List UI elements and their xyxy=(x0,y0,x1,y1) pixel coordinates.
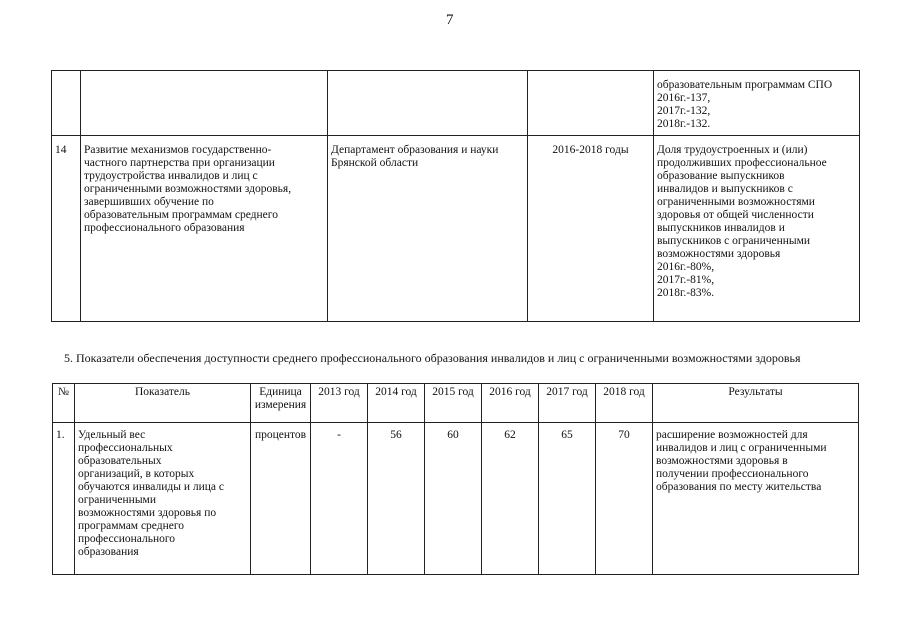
text-line: трудоустройства инвалидов и лиц с xyxy=(84,170,258,182)
responsible-cell xyxy=(328,71,528,136)
col-header-2014: 2014 год xyxy=(368,384,425,423)
measure-cell xyxy=(81,136,328,322)
section-heading: 5. Показатели обеспечения доступности среднего профессионального образования инвалидов и лиц с ограниченными возможностями здоровья xyxy=(64,351,801,365)
measure-cell xyxy=(81,71,328,136)
text-line: профессионального образования xyxy=(84,222,245,234)
table-row xyxy=(52,136,860,322)
header-row xyxy=(53,384,859,423)
text-line: возможностями здоровья в xyxy=(656,455,788,467)
value-2015-cell: 60 xyxy=(425,423,482,575)
text-line: 2018г.-83%. xyxy=(657,287,715,299)
text-line: Удельный вес xyxy=(78,429,146,441)
col-header-2016: 2016 год xyxy=(482,384,539,423)
text-line: 2017г.-81%, xyxy=(657,274,715,286)
text-line: образования по месту жительства xyxy=(656,481,822,493)
text-line: выпускников с ограниченными xyxy=(657,235,811,247)
text-line: профессиональных xyxy=(78,442,173,454)
results-cell xyxy=(654,136,860,322)
value-2016-cell: 62 xyxy=(482,423,539,575)
text-line: 2016г.-80%, xyxy=(657,261,715,273)
col-header-2013: 2013 год xyxy=(311,384,368,423)
text-line: Доля трудоустроенных и (или) xyxy=(657,144,808,156)
text-line: образовательным программам среднего xyxy=(84,209,278,221)
text-line: организаций, в которых xyxy=(78,468,195,480)
text-line: профессионального xyxy=(78,533,176,545)
value-2014-cell: 56 xyxy=(368,423,425,575)
value-2017-cell: 65 xyxy=(539,423,596,575)
num-cell: 14 xyxy=(52,136,81,322)
page-number: 7 xyxy=(446,12,454,28)
num-cell xyxy=(52,71,81,136)
results-cell xyxy=(654,71,860,136)
results-cell xyxy=(653,423,859,575)
text-line: инвалидов и лиц с ограниченными xyxy=(656,442,827,454)
text-line: образование выпускников xyxy=(657,170,785,182)
period-cell: 2016-2018 годы xyxy=(528,136,654,322)
text-line: здоровья от общей численности xyxy=(657,209,814,221)
table-row xyxy=(53,423,859,575)
text-line: 2016г.-137, xyxy=(657,92,711,104)
text-line: 2017г.-132, xyxy=(657,105,711,117)
text-line: обучаются инвалиды и лица с xyxy=(78,481,224,493)
text-line: образовательных xyxy=(78,455,162,467)
col-header-results: Результаты xyxy=(653,384,859,423)
text-line: возможностями здоровья xyxy=(657,248,781,260)
text-line: расширение возможностей для xyxy=(656,429,808,441)
col-header-2017: 2017 год xyxy=(539,384,596,423)
text-line: 2018г.-132. xyxy=(657,118,711,130)
col-header-2015: 2015 год xyxy=(425,384,482,423)
text-line: Департамент образования и науки xyxy=(331,144,499,156)
text-line: ограниченными xyxy=(78,494,156,506)
text-line: инвалидов и выпускников с xyxy=(657,183,793,195)
text-line: получении профессионального xyxy=(656,468,809,480)
table-row xyxy=(52,71,860,136)
text-line: продолживших профессиональное xyxy=(657,157,827,169)
measures-table xyxy=(51,70,860,322)
col-header-unit xyxy=(251,384,311,423)
text-line: частного партнерства при организации xyxy=(84,157,275,169)
col-header-indicator: Показатель xyxy=(75,384,251,423)
indicators-table xyxy=(52,383,859,575)
text-line: ограниченными возможностями здоровья, xyxy=(84,183,292,195)
text-line: образовательным программам СПО xyxy=(657,79,833,91)
text-line: измерения xyxy=(254,399,307,411)
indicator-cell xyxy=(75,423,251,575)
text-line: ограниченными возможностями xyxy=(657,196,815,208)
text-line: завершивших обучение по xyxy=(84,196,214,208)
col-header-num: № xyxy=(53,384,75,423)
text-line: возможностями здоровья по xyxy=(78,507,217,519)
unit-cell: процентов xyxy=(251,423,311,575)
text-line: Брянской области xyxy=(331,157,419,169)
text-line: Единица xyxy=(259,386,302,398)
text-line: выпускников инвалидов и xyxy=(657,222,785,234)
value-2013-cell: - xyxy=(311,423,368,575)
responsible-cell xyxy=(328,136,528,322)
num-cell: 1. xyxy=(53,423,75,575)
text-line: образования xyxy=(78,546,139,558)
text-line: программам среднего xyxy=(78,520,185,532)
value-2018-cell: 70 xyxy=(596,423,653,575)
text-line: Развитие механизмов государственно- xyxy=(84,144,272,156)
period-cell xyxy=(528,71,654,136)
col-header-2018: 2018 год xyxy=(596,384,653,423)
